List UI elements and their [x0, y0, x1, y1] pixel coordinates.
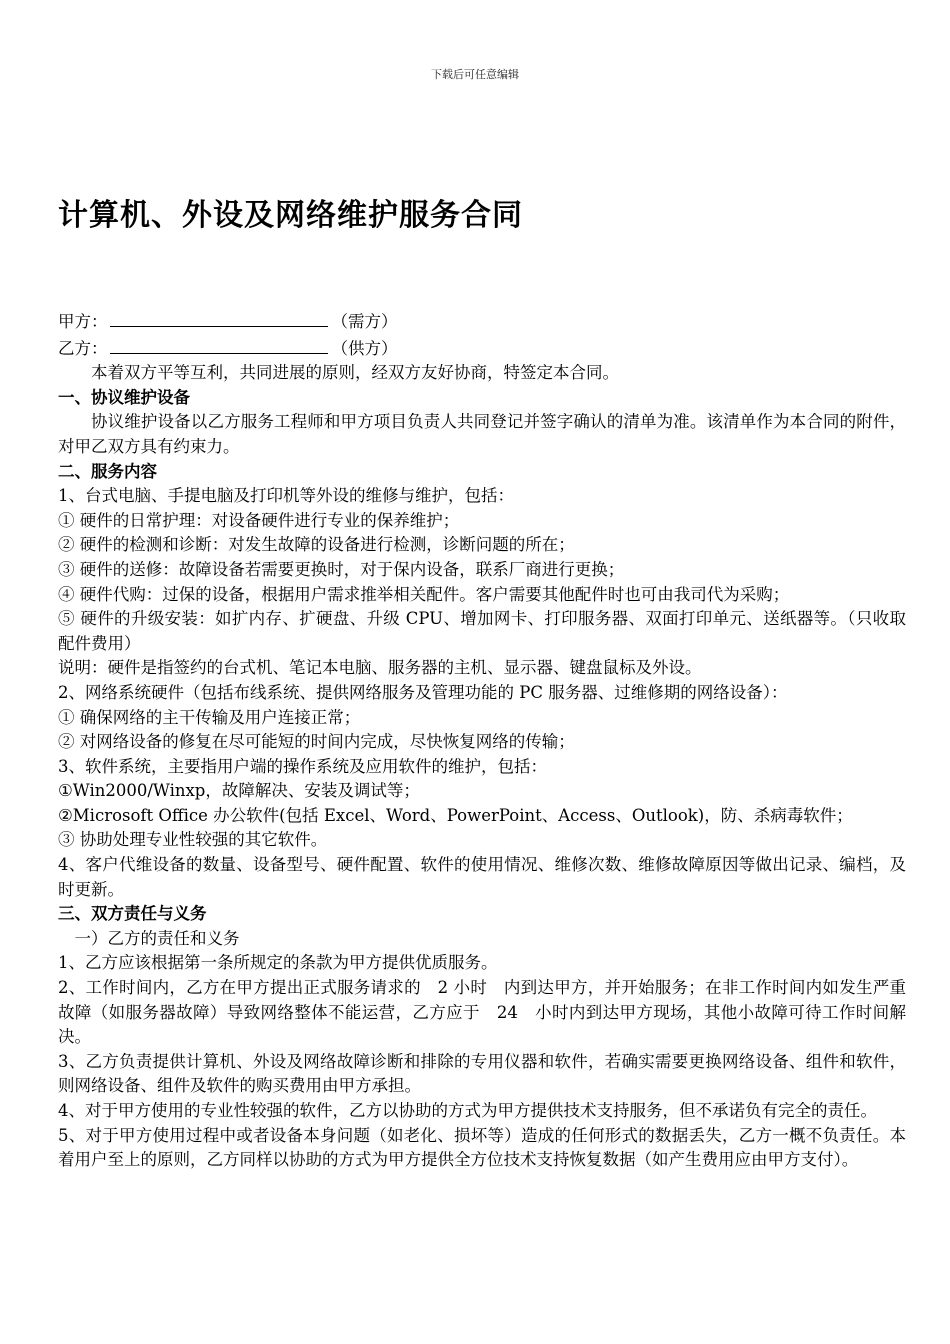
paragraph: 协议维护设备以乙方服务工程师和甲方项目负责人共同登记并签字确认的清单为准。该清单作为本合同的附件，对甲乙双方具有约束力。: [58, 412, 906, 456]
party-b-blank: [110, 335, 328, 354]
party-b-label: 乙方：: [58, 338, 108, 358]
sub-clause: ②Microsoft Office 办公软件(包括 Excel、Word、PowerPoint、Access、Outlook)，防、杀病毒软件；: [58, 805, 853, 825]
clause: 4、客户代维设备的数量、设备型号、硬件配置、软件的使用情况、维修次数、维修故障原因等做出记录、编档，及时更新。: [58, 855, 906, 899]
header-note: 下载后可任意编辑: [431, 68, 519, 81]
subsection-heading: 一）乙方的责任和义务: [74, 928, 240, 948]
party-a-blank: [110, 308, 328, 327]
sub-clause: ② 硬件的检测和诊断：对发生故障的设备进行检测，诊断问题的所在；: [58, 535, 575, 555]
party-b-role: （供方）: [331, 338, 398, 358]
party-b-line: [58, 335, 906, 362]
clause: 4、对于甲方使用的专业性较强的软件，乙方以协助的方式为甲方提供技术支持服务，但不承诺负有完全的责任。: [58, 1101, 877, 1120]
party-a-line: [58, 308, 906, 335]
sub-clause: ④ 硬件代购：过保的设备，根据用户需求推举相关配件。客户需要其他配件时也可由我司代为采购；: [58, 584, 790, 604]
clause: 3、乙方负责提供计算机、外设及网络故障诊断和排除的专用仪器和软件，若确实需要更换网络设备、组件和软件，则网络设备、组件及软件的购买费用由甲方承担。: [58, 1051, 906, 1096]
clause: 1、台式电脑、手提电脑及打印机等外设的维修与维护，包括：: [58, 486, 514, 506]
sub-clause: ① 硬件的日常护理：对设备硬件进行专业的保养维护；: [58, 510, 460, 530]
contract-body: [58, 308, 906, 1173]
clause: 2、网络系统硬件（包括布线系统、提供网络服务及管理功能的 PC 服务器、过维修期的网络设备）：: [58, 682, 788, 702]
sub-clause: ③ 硬件的送修：故障设备若需要更换时，对于保内设备，联系厂商进行更换；: [58, 559, 625, 579]
sub-clause: ③ 协助处理专业性较强的其它软件。: [58, 830, 328, 850]
preamble: 本着双方平等互利，共同进展的原则，经双方友好协商，特签定本合同。: [91, 363, 619, 383]
clause: 5、对于甲方使用过程中或者设备本身问题（如老化、损坏等）造成的任何形式的数据丢失，乙方一概不负责任。本着用户至上的原则，乙方同样以协助的方式为甲方提供全方位技术支持恢复数据（如产生费用应由甲方支付）。: [58, 1125, 906, 1170]
section-heading: 一、协议维护设备: [58, 387, 190, 407]
section-heading: 二、服务内容: [58, 461, 157, 481]
sub-clause: ①Win2000/Winxp，故障解决、安装及调试等；: [58, 781, 420, 801]
document-title: 计算机、外设及网络维护服务合同: [58, 198, 523, 233]
party-a-role: （需方）: [331, 312, 398, 331]
party-a-label: 甲方：: [58, 312, 108, 331]
sub-clause: ② 对网络设备的修复在尽可能短的时间内完成，尽快恢复网络的传输；: [58, 732, 575, 752]
clause: 3、软件系统，主要指用户端的操作系统及应用软件的维护，包括：: [58, 756, 547, 776]
sub-clause: ⑤ 硬件的升级安装：如扩内存、扩硬盘、升级 CPU、增加网卡、打印服务器、双面打印单元、送纸器等。（只收取配件费用）: [58, 609, 906, 653]
clause: 1、乙方应该根据第一条所规定的条款为甲方提供优质服务。: [58, 953, 498, 973]
note: 说明：硬件是指签约的台式机、笔记本电脑、服务器的主机、显示器、键盘鼠标及外设。: [58, 658, 702, 678]
section-heading: 三、双方责任与义务: [58, 904, 207, 924]
clause: 2、工作时间内，乙方在甲方提出正式服务请求的 2 小时 内到达甲方，并开始服务；在非工作时间内如发生严重故障（如服务器故障）导致网络整体不能运营，乙方应于 24 小时内到达甲方现场，其他小故障可待工作时间解决。: [58, 978, 906, 1047]
sub-clause: ① 确保网络的主干传输及用户连接正常；: [58, 707, 361, 727]
